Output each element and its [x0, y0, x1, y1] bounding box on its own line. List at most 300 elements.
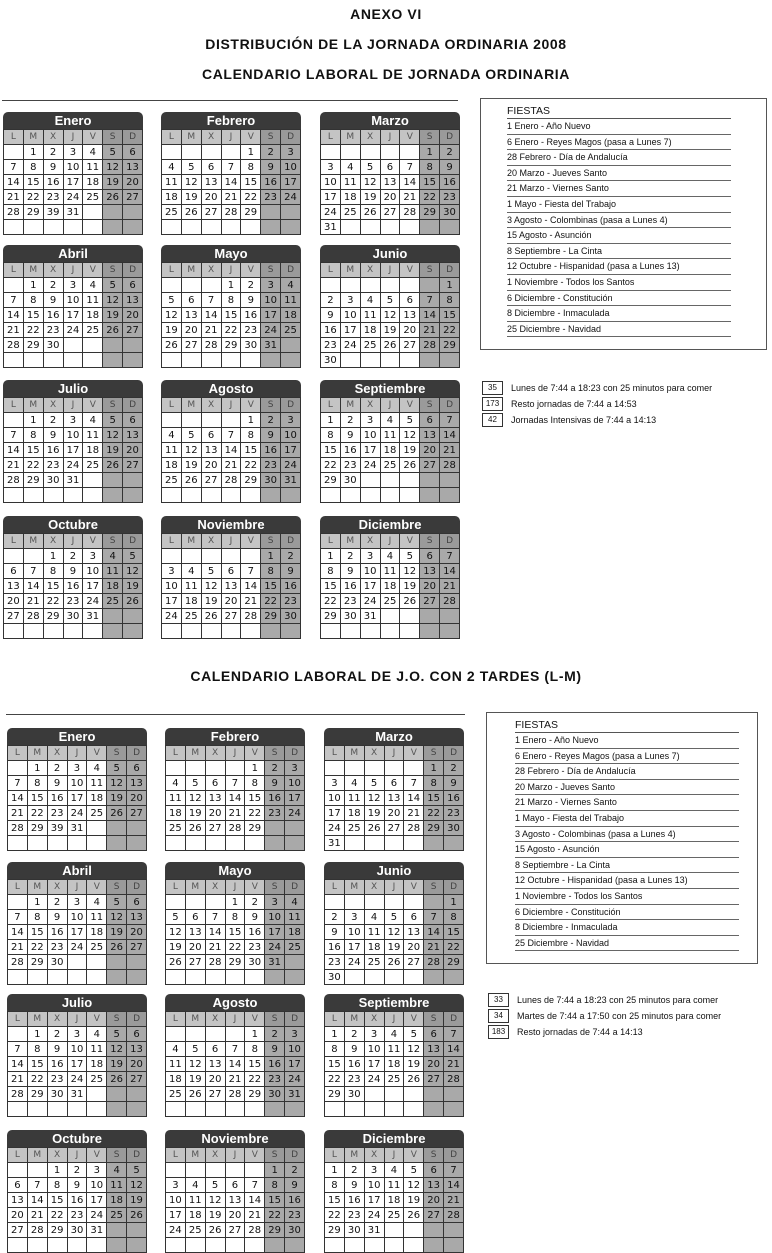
month-title: Julio: [3, 380, 143, 397]
day-cell: 25: [340, 205, 360, 220]
day-cell: [185, 836, 205, 851]
day-cell: 28: [4, 205, 24, 220]
day-cell: 18: [380, 443, 400, 458]
day-cell: 5: [103, 413, 123, 428]
day-cell: [285, 1238, 305, 1253]
week-row: [162, 220, 301, 235]
day-cell: 20: [181, 323, 201, 338]
day-cell: 26: [107, 940, 127, 955]
day-cell: 5: [400, 413, 420, 428]
day-cell: 28: [440, 594, 460, 609]
day-cell: [225, 1102, 245, 1117]
day-cell: 4: [360, 293, 380, 308]
month-table: [7, 879, 147, 985]
day-cell: [364, 836, 384, 851]
legend-row: [488, 992, 721, 1007]
month-title: Diciembre: [324, 1130, 464, 1147]
day-cell: 21: [205, 940, 225, 955]
week-row: [8, 1163, 147, 1178]
fiesta-item: 8 Septiembre - La Cinta: [515, 858, 739, 874]
day-cell: [107, 1087, 127, 1102]
day-cell: 23: [261, 458, 281, 473]
day-cell: 1: [444, 895, 464, 910]
weekday-header: L: [8, 1012, 28, 1027]
day-cell: 18: [162, 190, 182, 205]
legend-row: [488, 1008, 721, 1023]
fiesta-item: 3 Agosto - Colombinas (pasa a Lunes 4): [507, 213, 731, 229]
day-cell: [127, 836, 147, 851]
weekday-header: X: [43, 398, 63, 413]
day-cell: [400, 278, 420, 293]
day-cell: [420, 473, 440, 488]
day-cell: [8, 1163, 28, 1178]
day-cell: 24: [166, 1223, 186, 1238]
weekday-header: V: [400, 263, 420, 278]
day-cell: 2: [43, 278, 63, 293]
day-cell: 16: [47, 925, 67, 940]
day-cell: 25: [87, 1072, 107, 1087]
day-cell: 17: [261, 308, 281, 323]
weekday-header: S: [265, 1148, 285, 1163]
day-cell: 2: [265, 761, 285, 776]
day-cell: 11: [87, 776, 107, 791]
week-row: [4, 145, 143, 160]
day-cell: [261, 624, 281, 639]
week-row: [162, 278, 301, 293]
day-cell: [404, 1102, 424, 1117]
day-cell: [123, 473, 143, 488]
week-row: [4, 443, 143, 458]
day-cell: 20: [201, 458, 221, 473]
fiestas-title: FIESTAS: [515, 719, 739, 733]
month-title: Enero: [3, 112, 143, 129]
week-row: [8, 806, 147, 821]
day-cell: 3: [67, 761, 87, 776]
day-cell: 28: [444, 1208, 464, 1223]
day-cell: [360, 220, 380, 235]
day-cell: 28: [420, 338, 440, 353]
week-row: [325, 925, 464, 940]
day-cell: 5: [384, 910, 404, 925]
day-cell: 22: [261, 594, 281, 609]
day-cell: [127, 1102, 147, 1117]
day-cell: [265, 1102, 285, 1117]
day-cell: 10: [285, 776, 305, 791]
week-row: [321, 293, 460, 308]
day-cell: 26: [185, 1087, 205, 1102]
day-cell: 6: [201, 428, 221, 443]
day-cell: [103, 205, 123, 220]
day-cell: 4: [87, 761, 107, 776]
day-cell: 8: [27, 910, 47, 925]
day-cell: 16: [281, 579, 301, 594]
day-cell: 28: [404, 821, 424, 836]
day-cell: [8, 1102, 28, 1117]
day-cell: 6: [127, 761, 147, 776]
day-cell: 26: [205, 1223, 225, 1238]
weekday-header: X: [205, 746, 225, 761]
weekday-header: L: [321, 398, 341, 413]
legend-count: 33: [488, 993, 509, 1007]
day-cell: 30: [261, 473, 281, 488]
month-title: Abril: [3, 245, 143, 262]
day-cell: 8: [261, 564, 281, 579]
day-cell: 4: [384, 1163, 404, 1178]
day-cell: 9: [340, 428, 360, 443]
day-cell: 1: [23, 278, 43, 293]
day-cell: [364, 895, 384, 910]
week-row: [321, 323, 460, 338]
day-cell: 18: [83, 175, 103, 190]
day-cell: 18: [162, 458, 182, 473]
day-cell: 18: [340, 190, 360, 205]
day-cell: 22: [245, 1072, 265, 1087]
month-table: [324, 745, 464, 851]
week-row: [166, 776, 305, 791]
week-row: [325, 1208, 464, 1223]
day-cell: 8: [23, 428, 43, 443]
month-table: [165, 879, 305, 985]
day-cell: 11: [83, 160, 103, 175]
day-cell: 10: [364, 1178, 384, 1193]
day-cell: 14: [4, 443, 24, 458]
month-enero: [7, 728, 147, 851]
day-cell: 31: [265, 955, 285, 970]
day-cell: 13: [225, 1193, 245, 1208]
weekday-header: D: [123, 130, 143, 145]
month-noviembre: [161, 516, 301, 639]
week-row: [321, 338, 460, 353]
day-cell: [321, 145, 341, 160]
week-row: [8, 1102, 147, 1117]
day-cell: 27: [127, 1072, 147, 1087]
day-cell: 11: [364, 925, 384, 940]
week-row: [4, 175, 143, 190]
day-cell: 11: [380, 428, 400, 443]
day-cell: [400, 220, 420, 235]
fiesta-item: 6 Enero - Reyes Magos (pasa a Lunes 7): [507, 135, 731, 151]
day-cell: 24: [63, 190, 83, 205]
weekday-header: S: [265, 880, 285, 895]
day-cell: 3: [67, 1027, 87, 1042]
month-table: [324, 1147, 464, 1253]
day-cell: 27: [205, 1087, 225, 1102]
weekday-header: D: [123, 534, 143, 549]
day-cell: 30: [63, 609, 83, 624]
day-cell: 12: [103, 293, 123, 308]
day-cell: 17: [63, 443, 83, 458]
day-cell: 14: [8, 925, 28, 940]
day-cell: 16: [265, 791, 285, 806]
day-cell: 15: [261, 579, 281, 594]
day-cell: 12: [166, 925, 186, 940]
weekday-header: L: [162, 398, 182, 413]
week-row: [8, 1027, 147, 1042]
day-cell: [162, 278, 182, 293]
weekday-header: J: [384, 1012, 404, 1027]
day-cell: [185, 1102, 205, 1117]
weekday-header: J: [380, 398, 400, 413]
day-cell: 27: [201, 205, 221, 220]
day-cell: 6: [127, 895, 147, 910]
day-cell: 9: [63, 564, 83, 579]
day-cell: 23: [265, 806, 285, 821]
week-row: [321, 579, 460, 594]
weekday-header: M: [344, 1148, 364, 1163]
day-cell: [364, 761, 384, 776]
day-cell: 16: [321, 323, 341, 338]
day-cell: 29: [440, 338, 460, 353]
week-row: [166, 1042, 305, 1057]
week-row: [162, 624, 301, 639]
week-row: [162, 579, 301, 594]
weekday-header: V: [245, 1012, 265, 1027]
legend-count: 42: [482, 413, 503, 427]
day-cell: 23: [43, 323, 63, 338]
day-cell: 2: [43, 413, 63, 428]
weekday-header: J: [63, 263, 83, 278]
fiesta-item: 15 Agosto - Asunción: [507, 228, 731, 244]
day-cell: 5: [162, 293, 182, 308]
legend-row: [488, 1024, 721, 1039]
day-cell: [344, 836, 364, 851]
day-cell: 1: [321, 549, 341, 564]
day-cell: [4, 488, 24, 503]
day-cell: 7: [201, 293, 221, 308]
day-cell: [103, 338, 123, 353]
day-cell: 2: [67, 1163, 87, 1178]
day-cell: 8: [43, 564, 63, 579]
day-cell: 15: [241, 443, 261, 458]
fiesta-item: 6 Diciembre - Constitución: [507, 291, 731, 307]
day-cell: 17: [285, 791, 305, 806]
day-cell: 21: [221, 190, 241, 205]
day-cell: [185, 1163, 205, 1178]
week-row: [8, 836, 147, 851]
day-cell: 9: [344, 1042, 364, 1057]
weekday-header: D: [281, 263, 301, 278]
fiestas-box: [480, 98, 767, 350]
day-cell: 1: [265, 1163, 285, 1178]
day-cell: 3: [340, 293, 360, 308]
day-cell: 7: [245, 1178, 265, 1193]
day-cell: [166, 1163, 186, 1178]
month-title: Diciembre: [320, 516, 460, 533]
day-cell: [185, 1027, 205, 1042]
day-cell: 30: [245, 955, 265, 970]
month-agosto: [165, 994, 305, 1117]
day-cell: [241, 220, 261, 235]
day-cell: 5: [127, 1163, 147, 1178]
day-cell: [127, 821, 147, 836]
weekday-header: L: [4, 398, 24, 413]
day-cell: 12: [185, 791, 205, 806]
day-cell: 25: [166, 821, 186, 836]
day-cell: 11: [181, 579, 201, 594]
day-cell: 27: [201, 473, 221, 488]
week-row: [321, 594, 460, 609]
day-cell: [444, 1238, 464, 1253]
day-cell: 28: [245, 1223, 265, 1238]
weekday-header: S: [265, 746, 285, 761]
day-cell: 2: [321, 293, 341, 308]
day-cell: 29: [23, 473, 43, 488]
weekday-header: D: [281, 130, 301, 145]
day-cell: [123, 609, 143, 624]
day-cell: 21: [225, 1072, 245, 1087]
day-cell: 11: [83, 428, 103, 443]
day-cell: 20: [127, 1057, 147, 1072]
day-cell: 30: [340, 473, 360, 488]
day-cell: [444, 970, 464, 985]
weekday-header: X: [201, 534, 221, 549]
day-cell: 27: [4, 609, 24, 624]
day-cell: 8: [47, 1178, 67, 1193]
day-cell: 5: [181, 160, 201, 175]
day-cell: 23: [344, 1072, 364, 1087]
day-cell: 11: [285, 910, 305, 925]
day-cell: 29: [221, 338, 241, 353]
weekday-header: S: [103, 130, 123, 145]
week-row: [8, 776, 147, 791]
day-cell: 19: [364, 806, 384, 821]
day-cell: 20: [201, 190, 221, 205]
day-cell: 21: [420, 323, 440, 338]
day-cell: 11: [380, 564, 400, 579]
day-cell: 24: [360, 594, 380, 609]
day-cell: 22: [241, 190, 261, 205]
weekday-header: D: [440, 534, 460, 549]
weekday-header: V: [404, 1148, 424, 1163]
day-cell: [27, 970, 47, 985]
day-cell: 22: [23, 190, 43, 205]
day-cell: 9: [245, 910, 265, 925]
day-cell: 19: [185, 806, 205, 821]
day-cell: [340, 220, 360, 235]
day-cell: 10: [281, 160, 301, 175]
day-cell: [444, 836, 464, 851]
week-row: [4, 190, 143, 205]
day-cell: 23: [344, 1208, 364, 1223]
calendar2-title: CALENDARIO LABORAL DE J.O. CON 2 TARDES (L-M): [190, 668, 582, 684]
weekday-header: J: [67, 1012, 87, 1027]
day-cell: 12: [400, 428, 420, 443]
weekday-header: D: [285, 880, 305, 895]
weekday-header: S: [261, 263, 281, 278]
day-cell: [67, 970, 87, 985]
day-cell: 19: [185, 1072, 205, 1087]
day-cell: [384, 836, 404, 851]
day-cell: 26: [127, 1208, 147, 1223]
day-cell: 14: [205, 925, 225, 940]
legend-text: Resto jornadas de 7:44 a 14:13: [517, 1026, 643, 1037]
month-title: Agosto: [165, 994, 305, 1011]
day-cell: [43, 353, 63, 368]
day-cell: 7: [221, 160, 241, 175]
day-cell: 5: [380, 293, 400, 308]
day-cell: 6: [221, 564, 241, 579]
day-cell: 13: [181, 308, 201, 323]
day-cell: 6: [424, 1027, 444, 1042]
month-table: [3, 533, 143, 639]
annex-title: ANEXO VI: [350, 6, 422, 22]
day-cell: 19: [384, 940, 404, 955]
day-cell: 31: [63, 205, 83, 220]
day-cell: 19: [162, 323, 182, 338]
week-row: [162, 609, 301, 624]
day-cell: 10: [340, 308, 360, 323]
day-cell: 24: [281, 190, 301, 205]
day-cell: [225, 1163, 245, 1178]
day-cell: [221, 549, 241, 564]
week-row: [325, 955, 464, 970]
month-table: [320, 129, 460, 235]
day-cell: [281, 488, 301, 503]
weekday-header: L: [166, 746, 186, 761]
day-cell: 19: [205, 1208, 225, 1223]
week-row: [4, 353, 143, 368]
day-cell: 4: [166, 1042, 186, 1057]
weekday-header: V: [241, 534, 261, 549]
fiesta-item: 1 Enero - Año Nuevo: [515, 733, 739, 749]
day-cell: 31: [321, 220, 341, 235]
day-cell: 19: [123, 579, 143, 594]
day-cell: 1: [325, 1163, 345, 1178]
day-cell: 24: [67, 806, 87, 821]
month-table: [320, 262, 460, 368]
day-cell: 10: [325, 791, 345, 806]
weekday-header-row: [162, 263, 301, 278]
day-cell: 25: [384, 1208, 404, 1223]
week-row: [166, 1057, 305, 1072]
month-title: Agosto: [161, 380, 301, 397]
day-cell: 16: [245, 925, 265, 940]
day-cell: 14: [404, 791, 424, 806]
day-cell: [400, 609, 420, 624]
day-cell: [380, 473, 400, 488]
weekday-header: D: [440, 130, 460, 145]
day-cell: 6: [123, 145, 143, 160]
day-cell: 5: [103, 278, 123, 293]
day-cell: [103, 609, 123, 624]
legend-count: 35: [482, 381, 503, 395]
day-cell: 6: [185, 910, 205, 925]
day-cell: [107, 955, 127, 970]
day-cell: 29: [225, 955, 245, 970]
day-cell: [404, 1087, 424, 1102]
day-cell: 17: [67, 1057, 87, 1072]
week-row: [162, 488, 301, 503]
day-cell: 16: [344, 1057, 364, 1072]
week-row: [166, 895, 305, 910]
day-cell: 23: [47, 1072, 67, 1087]
month-title: Octubre: [7, 1130, 147, 1147]
legend-count: 173: [482, 397, 503, 411]
weekday-header-row: [162, 398, 301, 413]
day-cell: 11: [103, 564, 123, 579]
month-mayo: [165, 862, 305, 985]
day-cell: 1: [27, 1027, 47, 1042]
month-julio: [3, 380, 143, 503]
day-cell: 28: [444, 1072, 464, 1087]
week-row: [166, 1072, 305, 1087]
week-row: [4, 564, 143, 579]
day-cell: [123, 338, 143, 353]
day-cell: 21: [424, 940, 444, 955]
month-table: [7, 745, 147, 851]
day-cell: 1: [440, 278, 460, 293]
day-cell: 12: [360, 175, 380, 190]
